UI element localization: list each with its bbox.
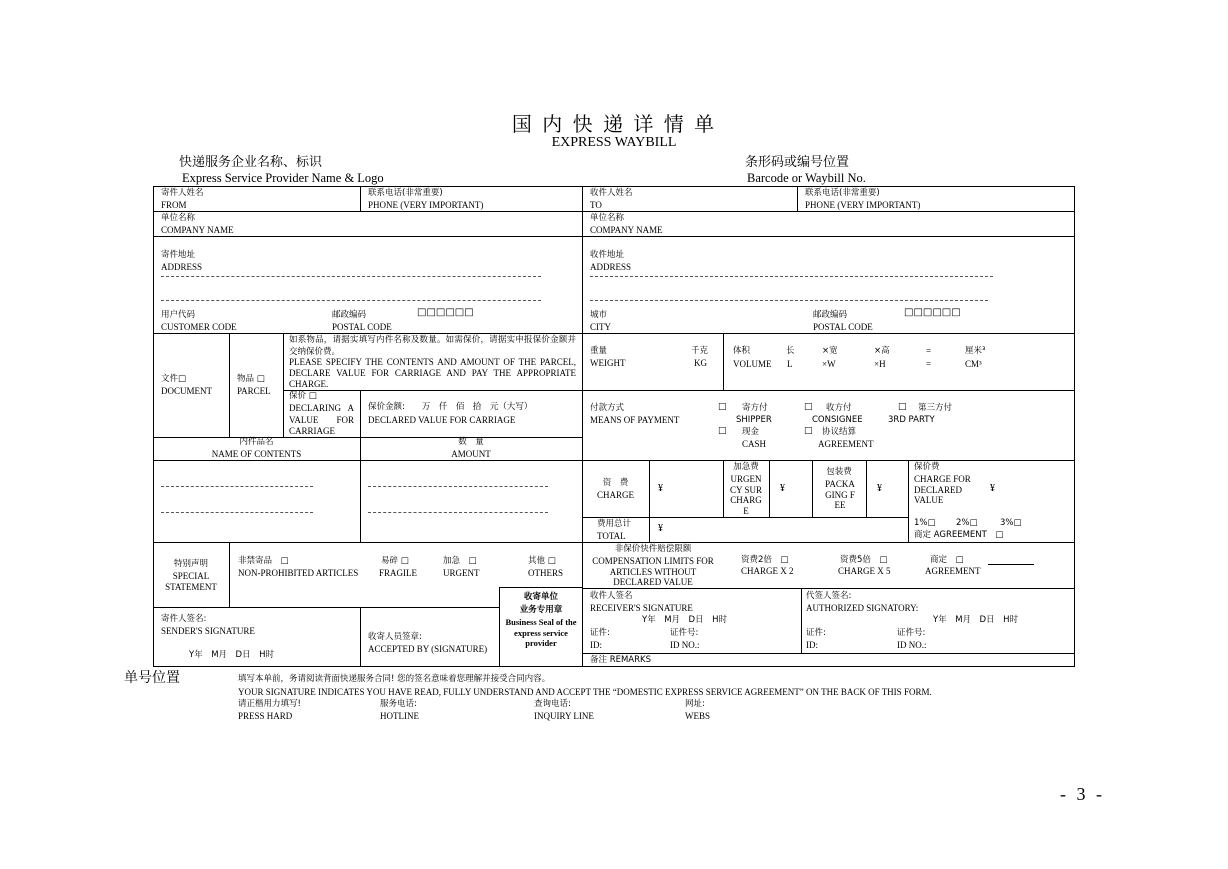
provider-label-en: Express Service Provider Name & Logo (182, 171, 384, 185)
receiver-id-label-en: ID: (590, 640, 602, 650)
receiver-city-label-en: CITY (590, 322, 611, 332)
website-label-cn: 网址: (685, 699, 705, 709)
declared-pct-3[interactable]: 3%□ (1000, 518, 1022, 528)
business-seal-label-cn-1: 收寄单位 (523, 592, 558, 602)
sender-custcode-label-cn: 用户代码 (161, 310, 196, 320)
form-title-cn: 国 内 快 递 详 情 单 (511, 112, 717, 136)
cash-checkbox[interactable]: □ (718, 426, 727, 436)
sender-name-label-cn: 寄件人姓名 (161, 188, 204, 198)
contents-instruction-en: PLEASE SPECIFY THE CONTENTS AND AMOUNT OF THE PARCEL, DECLARE VALUE FOR CARRIAGE AND PAY THE APPROPRIATE CHARGE. (289, 357, 576, 389)
payment-label-en: MEANS OF PAYMENT (590, 415, 680, 425)
volume-equals-2: = (926, 359, 932, 369)
total-label-en: TOTAL (597, 531, 626, 541)
shipper-label-en: SHIPPER (736, 415, 772, 425)
others-option-en: OTHERS (528, 568, 564, 578)
sender-address-label-cn: 寄件地址 (161, 250, 196, 260)
weight-label-cn: 重量 (590, 346, 608, 356)
sender-phone-label-cn: 联系电话(非常重要) (368, 188, 443, 198)
weight-unit-en: KG (694, 358, 707, 368)
third-party-label-en: 3RD PARTY (888, 415, 935, 425)
declared-pct-1[interactable]: 1%□ (914, 518, 936, 528)
cash-label-cn: 现金 (742, 427, 760, 437)
urgent-option-en: URGENT (443, 568, 480, 578)
comp-agreement-option-cn[interactable]: 商定 □ (930, 555, 964, 565)
charge-x5-option-cn[interactable]: 资费5倍 □ (840, 555, 888, 565)
charge-x5-option-en: CHARGE X 5 (838, 566, 891, 576)
consignee-label-cn: 收方付 (826, 403, 852, 413)
insured-checkbox-label-cn[interactable]: 保价 □ (289, 391, 317, 401)
sender-signature-date[interactable]: Y年 M月 D日 H时 (189, 650, 274, 660)
urgency-label-en: URGENCY SURCHARGE (730, 474, 762, 516)
authorized-idno-label-en: ID NO.: (897, 640, 927, 650)
total-label-cn: 费用总计 (597, 519, 632, 529)
receiver-postal-boxes[interactable]: □□□□□□ (904, 307, 961, 318)
sender-phone-label-en: PHONE (VERY IMPORTANT) (368, 200, 484, 210)
remarks-label: 备注 REMARKS (590, 655, 652, 665)
others-option-cn[interactable]: 其他 □ (528, 556, 556, 566)
urgency-yen: ¥ (780, 483, 785, 494)
receiver-signature-label-cn: 收件人签名 (590, 591, 633, 601)
authorized-id-label-en: ID: (806, 640, 818, 650)
notice-en: YOUR SIGNATURE INDICATES YOU HAVE READ, FULLY UNDERSTAND AND ACCEPT THE “DOMESTIC EXPRESS SERVICE AGREEMENT” ON THE BACK OF THIS FORM. (238, 687, 932, 697)
compensation-label-en: COMPENSATION LIMITS FOR ARTICLES WITHOUT DECLARED VALUE (592, 556, 714, 587)
receiver-signature-date[interactable]: Y年 M月 D日 H时 (642, 615, 727, 625)
comp-agreement-blank[interactable] (988, 564, 1034, 565)
volume-equals-1: = (926, 346, 932, 356)
packaging-yen: ¥ (877, 483, 882, 494)
accepted-by-label-cn: 收寄人员签章: (368, 632, 422, 642)
receiver-id-label-cn: 证件: (590, 628, 610, 638)
contents-amount-line-1[interactable] (368, 486, 548, 487)
sender-signature-label-en: SENDER'S SIGNATURE (161, 626, 255, 636)
volume-label-cn: 体积 (733, 346, 751, 356)
charge-yen: ¥ (658, 483, 663, 494)
accepted-by-label-en: ACCEPTED BY (SIGNATURE) (368, 644, 488, 654)
sender-address-line-1[interactable] (161, 276, 541, 277)
agreement-label-en: AGREEMENT (818, 439, 874, 449)
shipper-label-cn: 寄方付 (742, 403, 768, 413)
fragile-option-en: FRAGILE (379, 568, 417, 578)
charge-x2-option-en: CHARGE X 2 (741, 566, 794, 576)
volume-unit-en: CM³ (965, 359, 982, 369)
declared-value-label-cn: 保价金额: 万 仟 佰 拾 元（大写） (368, 402, 533, 412)
receiver-company-label-en: COMPANY NAME (590, 225, 663, 235)
notice-cn: 填写本单前，务请阅读背面快递服务合同! 您的签名意味着您理解并接受合同内容。 (238, 674, 551, 684)
packaging-label-en: PACKAGING FEE (825, 479, 855, 510)
authorized-signatory-label-cn: 代签人签名: (806, 591, 852, 601)
hotline-label-cn: 服务电话: (380, 699, 417, 709)
weight-unit-cn: 千克 (691, 346, 709, 356)
authorized-signatory-date[interactable]: Y年 M月 D日 H时 (933, 615, 1018, 625)
receiver-city-label-cn: 城市 (590, 310, 608, 320)
declared-fee-yen: ¥ (990, 483, 995, 494)
business-seal-label-en: Business Seal of the express service provider (505, 617, 577, 648)
press-hard-cn: 请正楷用力填写! (238, 699, 301, 709)
receiver-idno-label-cn: 证件号: (670, 628, 699, 638)
sender-company-label-en: COMPANY NAME (161, 225, 234, 235)
contents-amount-line-2[interactable] (368, 512, 548, 513)
hotline-label-en: HOTLINE (380, 711, 419, 721)
contents-name-header-en: NAME OF CONTENTS (211, 449, 302, 459)
total-yen: ¥ (658, 523, 663, 534)
special-label-en: SPECIAL STATEMENT (165, 571, 217, 592)
contents-amount-header-cn: 数 量 (458, 437, 484, 447)
contents-name-line-2[interactable] (161, 512, 313, 513)
compensation-label-cn: 非保价快件赔偿限额 (614, 544, 692, 554)
receiver-idno-label-en: ID NO.: (670, 640, 700, 650)
volume-height-en: ×H (874, 359, 886, 369)
sender-signature-label-cn: 寄件人签名: (161, 614, 207, 624)
inquiry-label-cn: 查询电话: (534, 699, 571, 709)
document-label-en: DOCUMENT (161, 386, 212, 396)
declared-agreement[interactable]: 商定 AGREEMENT □ (914, 530, 1004, 540)
cash-label-en: CASH (742, 439, 767, 449)
volume-label-en: VOLUME (733, 359, 772, 369)
receiver-name-label-en: TO (590, 200, 602, 210)
parcel-checkbox-label-cn[interactable]: 物品 □ (237, 374, 265, 384)
consignee-checkbox[interactable]: □ (804, 402, 813, 412)
volume-unit-cn: 厘米³ (965, 346, 986, 356)
volume-length-en: L (787, 359, 793, 369)
receiver-company-label-cn: 单位名称 (590, 213, 625, 223)
receiver-phone-label-cn: 联系电话(非常重要) (805, 188, 880, 198)
insured-label-en: DECLARING A VALUE FOR CARRIAGE (289, 403, 354, 436)
website-label-en: WEBS (685, 711, 711, 721)
provider-label-cn: 快递服务企业名称、标识 (179, 155, 323, 170)
receiver-signature-label-en: RECEIVER'S SIGNATURE (590, 603, 693, 613)
receiver-address-label-en: ADDRESS (590, 262, 632, 272)
receiver-postal-label-cn: 邮政编码 (813, 310, 848, 320)
contents-name-line-1[interactable] (161, 486, 313, 487)
declared-fee-label-en: CHARGE FOR DECLARED VALUE (914, 474, 971, 505)
sender-address-line-2[interactable] (161, 300, 541, 301)
sender-postal-boxes[interactable]: □□□□□□ (417, 307, 474, 318)
volume-length-cn: 长 (786, 346, 795, 356)
payment-label-cn: 付款方式 (590, 403, 625, 413)
waybill-number-position: 单号位置 (124, 670, 180, 686)
special-label-cn: 特别声明 (173, 559, 208, 569)
comp-agreement-option-en: AGREEMENT (925, 566, 981, 576)
sender-postal-label-en: POSTAL CODE (332, 322, 392, 332)
sender-address-label-en: ADDRESS (161, 262, 203, 272)
authorized-idno-label-cn: 证件号: (897, 628, 926, 638)
charge-x2-option-cn[interactable]: 资费2倍 □ (741, 555, 789, 565)
declared-value-label-en: DECLARED VALUE FOR CARRIAGE (368, 415, 516, 425)
form-title-en: EXPRESS WAYBILL (551, 135, 677, 150)
nonprohibited-option-en: NON-PROHIBITED ARTICLES (238, 568, 359, 578)
receiver-address-line-2[interactable] (590, 300, 988, 301)
volume-width-en: ×W (822, 359, 836, 369)
third-party-label-cn: 第三方付 (918, 403, 953, 413)
inquiry-label-en: INQUIRY LINE (534, 711, 594, 721)
sender-custcode-label-en: CUSTOMER CODE (161, 322, 237, 332)
sender-name-label-en: FROM (161, 200, 187, 210)
volume-width-cn: ×宽 (822, 346, 838, 356)
receiver-name-label-cn: 收件人姓名 (590, 188, 633, 198)
contents-amount-header-en: AMOUNT (451, 449, 491, 459)
barcode-label-cn: 条形码或编号位置 (745, 155, 850, 170)
contents-instruction-cn: 如系物品，请据实填写内件名称及数量。如需保价，请据实申报保价金额并交纳保价费。 (289, 335, 576, 357)
agreement-checkbox[interactable]: □ (804, 426, 813, 436)
business-seal-label-cn-2: 业务专用章 (519, 605, 563, 615)
urgent-option-cn[interactable]: 加急 □ (443, 556, 477, 566)
parcel-label-en: PARCEL (237, 386, 271, 396)
agreement-label-cn: 协议结算 (822, 427, 857, 437)
declared-fee-label-cn: 保价费 (914, 462, 940, 472)
fragile-option-cn[interactable]: 易碎 □ (381, 556, 409, 566)
receiver-address-line-1[interactable] (590, 276, 993, 277)
page-number: - 3 - (1060, 784, 1105, 804)
press-hard-en: PRESS HARD (238, 711, 293, 721)
third-party-checkbox[interactable]: □ (898, 402, 907, 412)
contents-name-header-cn: 内件品名 (239, 437, 274, 447)
charge-label-cn: 资 费 (602, 478, 629, 488)
receiver-address-label-cn: 收件地址 (590, 250, 625, 260)
shipper-checkbox[interactable]: □ (718, 402, 727, 412)
consignee-label-en: CONSIGNEE (812, 415, 863, 425)
sender-company-label-cn: 单位名称 (161, 213, 196, 223)
sender-postal-label-cn: 邮政编码 (332, 310, 367, 320)
receiver-postal-label-en: POSTAL CODE (813, 322, 873, 332)
declared-pct-2[interactable]: 2%□ (956, 518, 978, 528)
authorized-signatory-label-en: AUTHORIZED SIGNATORY: (806, 603, 919, 613)
document-checkbox-label-cn[interactable]: 文件□ (161, 374, 187, 384)
charge-label-en: CHARGE (596, 490, 634, 500)
weight-label-en: WEIGHT (590, 358, 626, 368)
authorized-id-label-cn: 证件: (806, 628, 826, 638)
packaging-label-cn: 包装费 (826, 467, 852, 477)
receiver-phone-label-en: PHONE (VERY IMPORTANT) (805, 200, 921, 210)
barcode-label-en: Barcode or Waybill No. (747, 171, 866, 185)
urgency-label-cn: 加急费 (733, 462, 759, 472)
nonprohibited-option-cn[interactable]: 非禁寄品 □ (238, 556, 289, 566)
volume-height-cn: ×高 (874, 346, 890, 356)
